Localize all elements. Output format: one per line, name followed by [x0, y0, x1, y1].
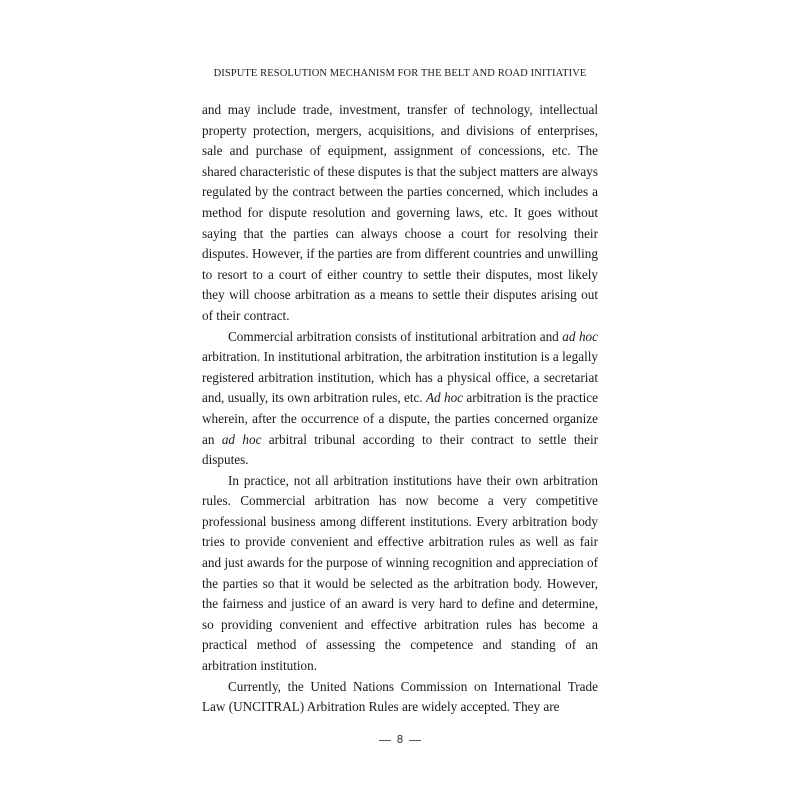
text-segment: In practice, not all arbitration institutions have their own arbitration rules. Commercial arbitration has now become a very competitive professional business among different institutions. Every arbitration body tries to provide convenient and effective arbitration rules as well as fair and just awards for the purpose of winning recognition and appreciation of the parties so that it would be selected as the arbitration body. However, the fairness and justice of an award is very hard to define and determine, so providing convenient and effective arbitration rules has become a practical method of assessing the competence and standing of an arbitration institution.: [202, 472, 598, 674]
paragraph-2: [202, 327, 598, 471]
page-number-footer: [0, 732, 800, 748]
text-segment: and may include trade, investment, transfer of technology, intellectual property protection, mergers, acquisitions, and divisions of enterprises, sale and purchase of equipment, assignment of concessions, etc. The shared characteristic of these disputes is that the subject matters are always regulated by the contract between the parties concerned, which includes a method for dispute resolution and governing laws, etc. It goes without saying that the parties can always choose a court for resolving their disputes. However, if the parties are from different countries and unwilling to resort to a court of either country to settle their disputes, most likely they will choose arbitration as a means to settle their disputes arising out of their contract.: [202, 102, 598, 323]
text-segment: arbitral tribunal according to their contract to settle their disputes.: [202, 431, 599, 468]
italic-term: ad hoc: [562, 328, 598, 344]
italic-term: ad hoc: [221, 431, 262, 447]
italic-term: Ad hoc: [426, 390, 464, 406]
text-segment: arbitration is the practice wherein, after the occurrence of a dispute, the parties concerned organize an: [202, 390, 598, 447]
running-header: DISPUTE RESOLUTION MECHANISM FOR THE BELT AND ROAD INITIATIVE: [213, 68, 587, 79]
dash-left-icon: [379, 740, 391, 741]
text-segment: Commercial arbitration consists of institutional arbitration and: [228, 328, 563, 344]
paragraph-1: [202, 100, 598, 327]
paragraph-4: [202, 677, 598, 718]
text-segment: arbitration. In institutional arbitration, the arbitration institution is a legally registered arbitration institution, which has a physical office, a secretariat and, usually, its own arbitration rules, etc.: [202, 349, 598, 406]
page-number: 8: [396, 734, 404, 746]
body-text: [202, 100, 598, 718]
dash-right-icon: [409, 740, 421, 741]
paragraph-3: [202, 471, 598, 677]
text-segment: Currently, the United Nations Commission on International Trade Law (UNCITRAL) Arbitration Rules are widely accepted. They are: [202, 678, 598, 715]
